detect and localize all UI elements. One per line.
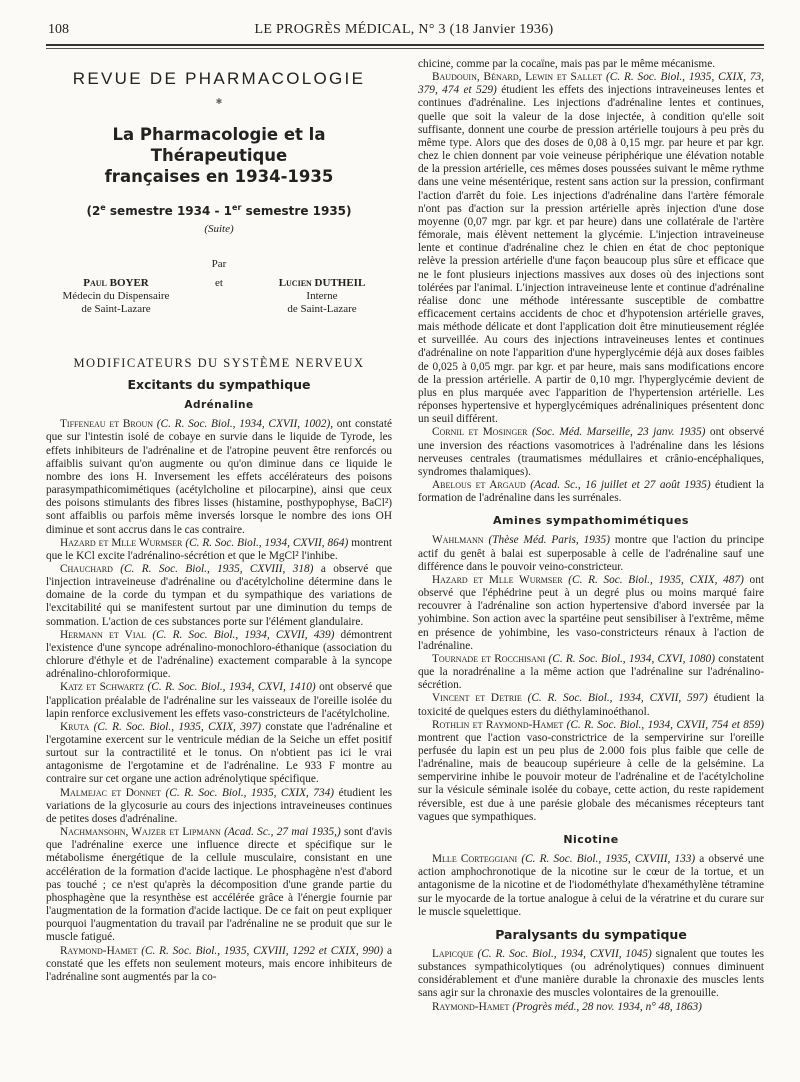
reference-author: Raymond-Hamet bbox=[432, 1000, 510, 1013]
ornament: ✱ bbox=[215, 97, 223, 107]
reference-author: Lapicque bbox=[432, 948, 474, 960]
reference-paragraph bbox=[46, 537, 392, 563]
et-label: et bbox=[215, 276, 223, 289]
reference-text: ont observé que l'application préalable de l'adrénaline sur les vaisseaux de l'oreille isolée du lapin renforce exclusivement les effets vaso-constricteurs de l'acétylcholine. bbox=[46, 681, 392, 720]
par-label: Par bbox=[211, 257, 227, 270]
right-paragraphs-d bbox=[418, 948, 764, 1014]
reference-text: montre que l'action du principe actif du genêt à balai est superposable à celle de l'adrénaline sauf une différence dans le pouvoir veino-constricteur. bbox=[418, 534, 764, 573]
reference-text: ont observé que l'éphédrine peut à un degré plus ou moins marqué faire recouvrer à l'adrénaline son action hypertensive d'abord inversée par la yohimbine. Son action avec la spartéine peut sensibiliser à l'extrême, même en présence de yohimbine, les vaso-constricteurs rénaux à l'action de l'adrénaline. bbox=[418, 573, 764, 652]
reference-citation: (Thèse Méd. Paris, 1935) bbox=[488, 534, 610, 547]
reference-citation: (C. R. Soc. Biol., 1934, CXVI, 1080) bbox=[548, 652, 715, 665]
reference-author: Hazard et Mlle Wurmser bbox=[60, 536, 183, 549]
reference-paragraph bbox=[46, 563, 392, 629]
reference-citation: (C. R. Soc. Biol., 1935, CXIX, 397) bbox=[93, 720, 262, 733]
reference-citation: (C. R. Soc. Biol., 1934, CXVII, 597) bbox=[527, 692, 708, 705]
reference-author: Tiffeneau et Broun bbox=[60, 418, 154, 431]
right-paragraphs-a bbox=[418, 71, 764, 505]
reference-citation: (C. R. Soc. Biol., 1934, CXVI, 1410) bbox=[147, 681, 316, 694]
reference-author: Katz et Schwartz bbox=[60, 681, 145, 694]
subsubsection-heading: Adrénaline bbox=[184, 399, 254, 412]
right-column bbox=[418, 58, 764, 1014]
section-heading: MODIFICATEURS DU SYSTÈME NERVEUX bbox=[73, 355, 365, 370]
reference-citation: (C. R. Soc. Biol., 1935, CXIX, 487) bbox=[568, 573, 744, 586]
semester-sup: e bbox=[100, 203, 106, 213]
reference-citation: (C. R. Soc. Biol., 1934, CXVII, 1002), bbox=[156, 418, 334, 431]
reference-author: Baudouin, Bénard, Lewin et Sallet bbox=[432, 71, 603, 84]
right-paragraphs-c bbox=[418, 853, 764, 919]
rubric-title: REVUE DE PHARMACOLOGIE bbox=[72, 69, 366, 88]
header-rule-thin bbox=[46, 48, 764, 49]
semester-part: semestre 1935) bbox=[241, 204, 352, 219]
reference-citation: (C. R. Soc. Biol., 1935, CXVIII, 318) bbox=[120, 562, 314, 575]
reference-author: Kruta bbox=[60, 720, 90, 733]
running-title: LE PROGRÈS MÉDICAL, N° 3 (18 Janvier 1936) bbox=[254, 22, 554, 37]
left-paragraphs bbox=[46, 418, 392, 984]
reference-citation: (Acad. Sc., 16 juillet et 27 août 1935) bbox=[530, 479, 711, 491]
subsection-heading: Excitants du sympathique bbox=[127, 376, 311, 392]
reference-text: montrent que l'action vaso-constrictrice de la sempervirine sur l'oreille perfusée du lapin est un peu plus de 2.000 fois plus faible que celle de l'adrénaline, mais de beaucoup supérieure à celle de la gelsémine. La sempervirine inhibe le pouvoir moteur de l'adrénaline et de l'acétylcholine sur la vésicule séminale isolée du cobaye, cette action, du reste rapidement réversible, est due à une parésie globale des mécanismes récepteurs tant vagues que sympathiques. bbox=[418, 731, 764, 823]
continuation-text: chicine, comme par la cocaïne, mais pas par le même mécanisme. bbox=[418, 58, 716, 70]
reference-text: ont constaté que sur l'intestin isolé de cobaye en survie dans le liquide de Tyrode, les effets inhibiteurs de l'adrénaline et de l'atropine peuvent être renforcés ou affaiblis suivant qu'on augmente ou qu'on diminue dans ce liquide le nombre des ions H. Inversement les effets accélérateurs des poisons parasympathicomimétiques (acétylcholine et pilocarpine), ainsi que ceux des poisons stimulants des fibres lisses (histamine, posthypophyse, BaCl²) sont affaiblis ou parfois même inversés lorsque le nombre des ions OH diminue et sont accrus dans le cas contraire. bbox=[46, 418, 392, 536]
reference-paragraph bbox=[46, 721, 392, 787]
reference-citation: (C. R. Soc. Biol., 1934, CXVII, 754 et 859) bbox=[566, 718, 764, 731]
reference-text: constate que l'adrénaline et l'ergotamine exercent sur le ventricule médian de la Seiche un effet positif surtout sur la contractilité et le tonus. On n'obtient pas ici le vrai antagonisme de l'ergotamine et de l'adrénaline. Le 933 F montre au contraire sur cet organe une action adrénolytique spécifique. bbox=[46, 720, 392, 786]
reference-author: Wahlmann bbox=[432, 534, 484, 547]
reference-author: Cornil et Mosinger bbox=[432, 426, 528, 439]
reference-citation: (Progrès méd., 28 nov. 1934, n° 48, 1863) bbox=[512, 1000, 702, 1013]
reference-author: Chauchard bbox=[60, 562, 113, 575]
semester-part: (2 bbox=[86, 204, 101, 219]
reference-paragraph bbox=[418, 574, 764, 653]
reference-paragraph bbox=[418, 653, 764, 692]
title-line-1: La Pharmacologie et la Thérapeutique bbox=[112, 125, 326, 166]
reference-author: Hazard et Mlle Wurmser bbox=[432, 573, 563, 586]
reference-paragraph bbox=[46, 945, 392, 984]
heading-amines: Amines sympathomimétiques bbox=[493, 514, 689, 528]
semester-part: semestre 1934 - 1 bbox=[105, 204, 233, 219]
reference-paragraph bbox=[418, 426, 764, 479]
reference-text: sont d'avis que l'adrénaline exerce une influence directe et spécifique sur le métabolisme énergétique de la cellule musculaire, consistant en une accélération de la formation d'acide lactique. Le phosphagène n'est d'abord pas touché ; ce n'est qu'après la décomposition d'une grande partie du phosphagène que la resynthèse est accélérée grâce à l'énergie fournie par l'augmentation de la formation d'acide lactique. De ce fait on peut expliquer pourquoi l'augmentation du travail par l'adrénaline ne se produit que sur le muscle fatigué. bbox=[46, 826, 392, 944]
reference-text: constatent que la noradrénaline a la même action que l'adrénaline sur l'adrénalino-sécrétion. bbox=[418, 652, 764, 692]
reference-text: a observé que l'injection intraveineuse d'adrénaline ou d'acétylcholine détermine dans le domaine de la corde du tympan et du sympathique des variations de l'excitabilité qui se manifestent surtout par une diminution du temps de sommation. L'action de ces substances porte sur l'élément glandulaire. bbox=[46, 562, 392, 628]
reference-author: Tournade et Rocchisani bbox=[432, 652, 546, 665]
reference-author: Malmejac et Donnet bbox=[60, 786, 161, 799]
reference-paragraph bbox=[418, 1001, 764, 1014]
reference-paragraph bbox=[418, 534, 764, 573]
left-column bbox=[46, 58, 392, 984]
reference-paragraph bbox=[418, 479, 764, 505]
reference-paragraph bbox=[418, 853, 764, 919]
author-2-role: Interne bbox=[306, 289, 338, 302]
article-title bbox=[46, 124, 392, 187]
reference-paragraph bbox=[46, 681, 392, 720]
reference-paragraph bbox=[418, 71, 764, 426]
heading-nicotine: Nicotine bbox=[563, 832, 619, 846]
reference-citation: (C. R. Soc. Biol., 1934, CXVII, 864) bbox=[185, 536, 349, 549]
heading-paralysants: Paralysants du sympatique bbox=[495, 926, 687, 942]
reference-citation: (C. R. Soc. Biol., 1935, CXIX, 734) bbox=[165, 786, 335, 799]
reference-text: montrent que le KCl excite l'adrénalino-sécrétion et que le MgCl² l'inhibe. bbox=[46, 536, 392, 562]
reference-citation: (Acad. Sc., 27 mai 1935,) bbox=[224, 826, 341, 839]
reference-citation: (Soc. Méd. Marseille, 23 janv. 1935) bbox=[531, 426, 706, 439]
reference-citation: (C. R. Soc. Biol., 1935, CXIX, 73, 379, 474 et 529) bbox=[418, 71, 765, 97]
running-header bbox=[48, 22, 760, 42]
author-block bbox=[46, 277, 392, 321]
reference-author: Nachmansohn, Wajzer et Lipmann bbox=[60, 826, 221, 839]
reference-paragraph bbox=[46, 629, 392, 682]
reference-paragraph bbox=[46, 787, 392, 826]
reference-citation: (C. R. Soc. Biol., 1935, CXVIII, 1292 et CXIX, 990) bbox=[141, 944, 384, 957]
right-paragraphs-b bbox=[418, 534, 764, 823]
reference-text: étudient les variations de la glycosurie au cours des injections intraveineuses continues de petites doses d'adrénaline. bbox=[46, 786, 393, 825]
reference-paragraph bbox=[418, 948, 764, 1001]
reference-paragraph bbox=[46, 418, 392, 536]
author-1-place: de Saint-Lazare bbox=[81, 303, 151, 316]
reference-paragraph bbox=[418, 692, 764, 718]
author-2 bbox=[252, 277, 392, 316]
page-number: 108 bbox=[48, 22, 69, 37]
reference-author: Raymond-Hamet bbox=[60, 944, 138, 957]
semester-sup: er bbox=[232, 203, 242, 213]
reference-text: étudient la formation de l'adrénaline dans les surrénales. bbox=[418, 479, 764, 505]
reference-citation: (C. R. Soc. Biol., 1934, CXVII, 439) bbox=[152, 628, 335, 641]
author-2-place: de Saint-Lazare bbox=[287, 303, 357, 316]
author-1-name: Paul BOYER bbox=[83, 276, 149, 289]
reference-text: a constaté que les effets non seulement moteurs, mais encore inhibiteurs de l'adrénaline sont augmentés par la co- bbox=[46, 944, 392, 983]
reference-author: Rothlin et Raymond-Hamet bbox=[432, 718, 564, 731]
reference-citation: (C. R. Soc. Biol., 1934, CXVII, 1045) bbox=[477, 948, 652, 960]
reference-author: Mlle Corteggiani bbox=[432, 853, 518, 866]
reference-author: Abelous et Argaud bbox=[432, 479, 526, 491]
reference-text: ont observé une inversion des réactions vasomotrices à l'adrénaline dans les lésions nerveuses centrales (traumatismes médullaires et crânio-encéphaliques, syndromes thalamiques). bbox=[418, 426, 764, 478]
reference-citation: (C. R. Soc. Biol., 1935, CXVIII, 133) bbox=[521, 853, 696, 866]
reference-paragraph bbox=[418, 719, 764, 824]
author-1-role: Médecin du Dispensaire bbox=[62, 289, 170, 302]
reference-text: étudient la toxicité de quelques esters du diéthylaminoéthanol. bbox=[418, 692, 764, 718]
author-2-name: Lucien DUTHEIL bbox=[278, 276, 366, 289]
reference-text: a observé une action amphochronotique de la nicotine sur le cœur de la tortue, et un antagonisme de la nicotine et de l'iodométhylate d'hexaméthylène tétramine sur le myocarde de la tortue analogue à celui de la vératrine et du curare sur le muscle squelettique. bbox=[418, 853, 764, 918]
title-line-2: françaises en 1934-1935 bbox=[104, 167, 334, 187]
reference-author: Hermann et Vial bbox=[60, 628, 147, 641]
reference-text: démontrent l'existence d'une syncope adrénalino-monochloro-éthanique (association du chlorure d'éthyle et de l'adrénaline) exactement comparable à la syncope adrénalino-chloroformique. bbox=[46, 628, 393, 681]
header-rule bbox=[46, 44, 764, 46]
suite-label: (Suite) bbox=[204, 223, 234, 236]
reference-paragraph bbox=[46, 826, 392, 944]
semester-line bbox=[46, 201, 392, 218]
reference-author: Vincent et Detrie bbox=[432, 692, 522, 705]
reference-text: signalent que toutes les substances sympathicolytiques (ou adrénolytiques) connues diminuent considérablement et d'une manière durable la chronaxie des muscles lents sans agir sur la chronaxie des muscles volontaires de la grenouille. bbox=[418, 948, 764, 1000]
reference-text: étudient les effets des injections intraveineuses lentes et continues d'adrénaline. Les injections d'adrénaline lentes et continues, quelle que soit la valeur de la dose injectée, à condition qu'elle soit suffisante, donnent une courbe de pression artérielle toujours à peu près du même type. Alors que des doses de 0,08 à 0,15 mgr. par heure et par kgr. chez le chien donnent par voie veineuse périphérique une élévation notable de la pression artérielle, ces mêmes doses poussées suivant le même rythme dans une veine mésentérique, restent sans action sur la pression, confirmant l'action d'arrêt du foie. Les injections d'adrénaline dans l'artère fémorale n'ont pas d'action sur la pression artérielle après injection d'une dose moyenne (0,07 mgr. par kgr. et par heure) dans une collatérale de l'artère fémorale, mais élèvent nettement la glycémie. L'injection intraveineuse lente et continue d'adrénaline chez le chien en état de choc peptonique relève la pression artérielle d'une façon beaucoup plus sûre et efficace que ne le font plusieurs injections massives aux doses où des injections sont tolérées par l'animal. L'injection intraveineuse lente et continue d'adrénaline réalise donc une méthode intéressante susceptible de combattre efficacement certains accidents de choc et d'hypotension artérielle graves, mais méthode délicate et dont l'application doit être minutieusement réglée et surveillée. Au cours des injections intraveineuses lentes et continues d'adrénaline on note l'apparition d'une hyperglycémie déjà aux doses faibles de 0,025 à 0,05 mgr. par kgr. et par heure, mais sans modifications encore de la pression artérielle. A partir de 0,10 mgr. l'hyperglycémie devient de plus en plus marquée avec l'apparition de l'hypertension artérielle. Les réponses hypertensive et hyperglycémiques adrénaliniques présentent donc un seuil différent. bbox=[418, 84, 764, 426]
